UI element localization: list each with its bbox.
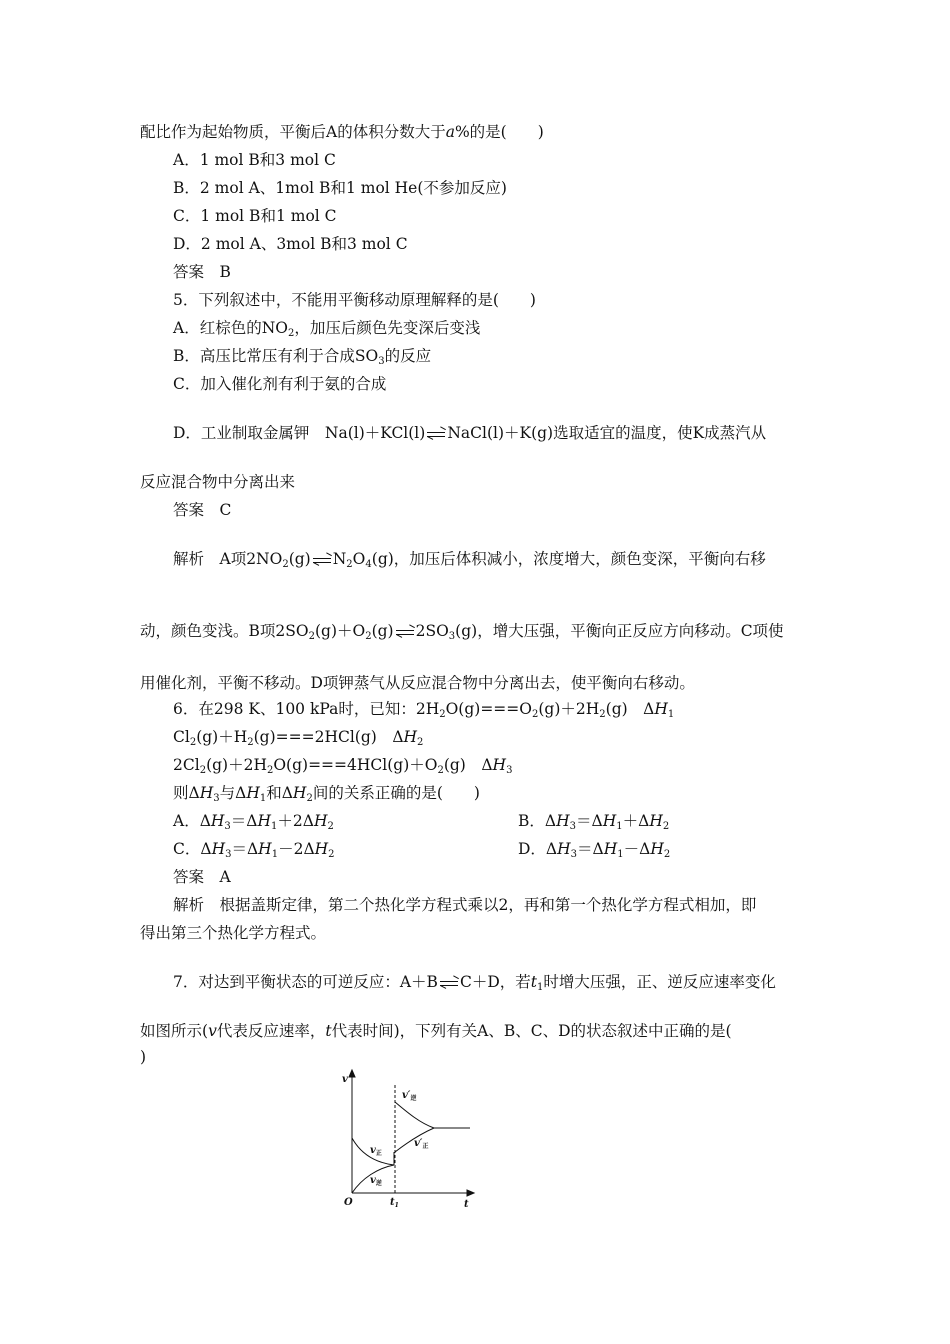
q5-option-a: A．红棕色的$NO_2$，加压后颜色先变深后变浅 — [173, 319, 481, 339]
q5-stem: 5．下列叙述中，不能用平衡移动原理解释的是( ) — [173, 291, 536, 309]
q5-option-d: D．工业制取金属钾 Na(l)＋KCl(l) NaCl(l)＋K(g)选取适宜的温度，使K成蒸汽从 — [173, 424, 767, 442]
x-axis-label: t — [464, 1199, 469, 1210]
q5-answer: 答案 C — [173, 501, 232, 519]
q4-answer: 答案 B — [173, 263, 231, 281]
q7-stem: 7．对达到平衡状态的可逆反应：A＋B C＋D，若$t_1$时增大压强，正、逆反应速率变化 — [173, 973, 776, 993]
q6-explanation-line1: 解析 根据盖斯定律，第二个热化学方程式乘以2，再和第一个热化学方程式相加，即 — [173, 896, 757, 914]
q6-option-c: C．$\Delta H_3=\Delta H_1-2\Delta H_2$ — [173, 840, 335, 860]
x-axis-arrow-icon — [467, 1190, 474, 1196]
q5-explanation-line2: 动，颜色变浅。B项$2SO_2(g)+O_2(g)$ $2SO_3(g)$，增大压强，平衡向正反应方向移动。C项使 — [140, 622, 784, 642]
v-reverse-label: $v_逆$ — [370, 1175, 382, 1187]
q4-option-d: D．2 mol A、3mol B和3 mol C — [173, 235, 408, 253]
t1-label: $t_1$ — [390, 1197, 399, 1209]
q6-option-b: B．$\Delta H_3=\Delta H_1+\Delta H_2$ — [518, 812, 670, 832]
y-axis-label: v — [342, 1074, 348, 1085]
q5-option-d-cont: 反应混合物中分离出来 — [140, 473, 296, 491]
q6-explanation-line2: 得出第三个热化学方程式。 — [140, 924, 327, 942]
q5-explanation-line3: 用催化剂，平衡不移动。D项钾蒸气从反应混合物中分离出去，使平衡向右移动。 — [140, 674, 695, 692]
q6-stem: 6．在298 K、100 kPa时，已知：$2H_2O(g)===O_2(g)+2H_2(g)$ $\Delta H_1$ — [173, 700, 675, 720]
q7-stem-line3: ) — [140, 1048, 147, 1066]
equilibrium-arrow-icon — [438, 973, 460, 993]
origin-label: O — [344, 1197, 353, 1208]
q6-equation-2: $Cl_2(g)+H_2(g)===2HCl(g)$ $\Delta H_2$ — [173, 728, 424, 748]
q4-option-c: C．1 mol B和1 mol C — [173, 207, 337, 225]
q6-answer: 答案 A — [173, 868, 231, 886]
equilibrium-arrow-icon — [311, 550, 333, 570]
q5-explanation-line1: 解析 A项$2NO_2(g)$ $N_2O_4(g)$，加压后体积减小，浓度增大，颜色变深，平衡向右移 — [173, 550, 766, 570]
q7-stem-line2: 如图所示(v代表反应速率，t代表时间)，下列有关A、B、C、D的状态叙述中正确的是( — [140, 1022, 732, 1040]
q6-question: 则$\Delta H_3$与$\Delta H_1$和$\Delta H_2$间的关系正确的是( ) — [173, 784, 480, 804]
q4-option-a: A．1 mol B和3 mol C — [173, 151, 336, 169]
v2-reverse-label: $v'_逆$ — [402, 1090, 417, 1102]
q6-option-a: A．$\Delta H_3=\Delta H_1+2\Delta H_2$ — [173, 812, 334, 832]
q6-option-d: D．$\Delta H_3=\Delta H_1-\Delta H_2$ — [518, 840, 671, 860]
equilibrium-arrow-icon — [425, 424, 447, 444]
q4-option-b: B．2 mol A、1mol B和1 mol He(不参加反应) — [173, 179, 507, 197]
v2-reverse-curve — [395, 1102, 434, 1128]
q6-equation-3: $2Cl_2(g)+2H_2O(g)===4HCl(g)+O_2(g)$ $\Delta H_3$ — [173, 756, 513, 776]
y-axis-arrow-icon — [349, 1070, 355, 1077]
v2-forward-label: $v'_正$ — [414, 1138, 429, 1150]
q5-option-c: C．加入催化剂有利于氨的合成 — [173, 375, 387, 393]
q5-option-b: B．高压比常压有利于合成$SO_3$的反应 — [173, 347, 432, 367]
v-forward-label: $v_正$ — [370, 1145, 382, 1157]
equilibrium-arrow-icon — [394, 622, 416, 642]
rate-time-graph — [330, 1068, 480, 1210]
q4-stem: 配比作为起始物质，平衡后A的体积分数大于a%的是( ) — [140, 123, 544, 141]
